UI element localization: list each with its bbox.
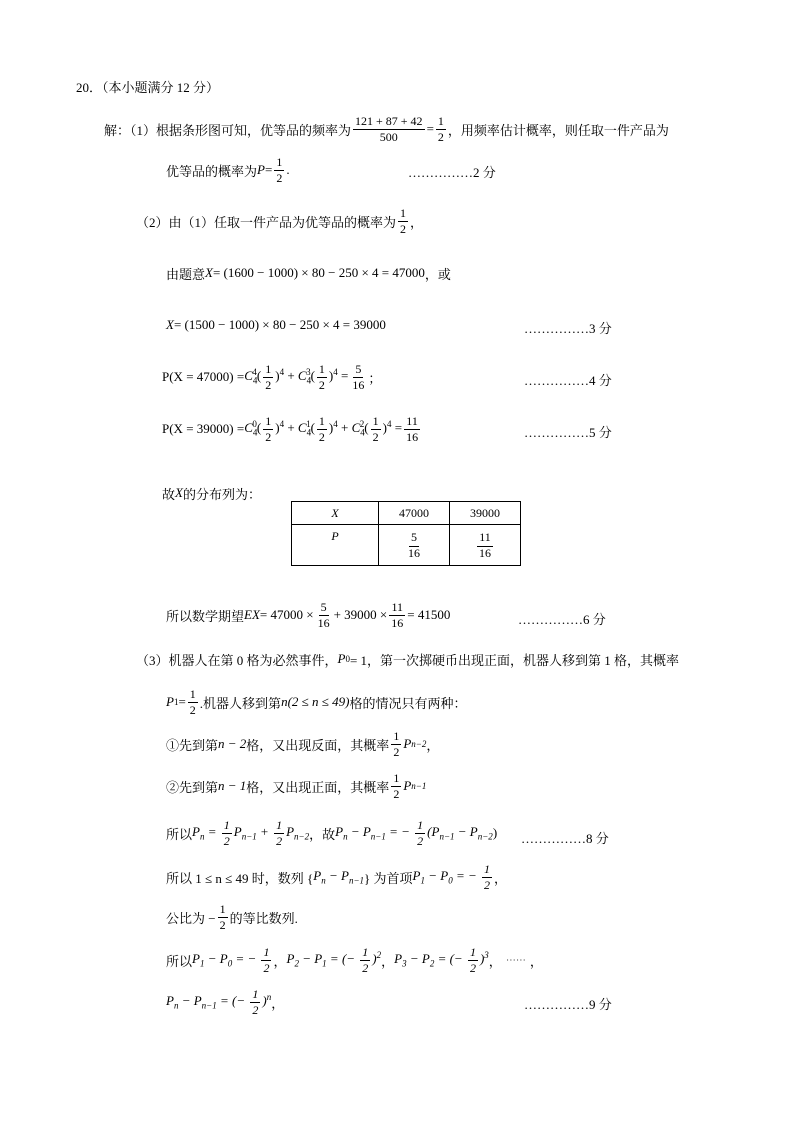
part2-line1: [136, 205, 423, 237]
p1-den: 16: [408, 545, 420, 560]
case1-a: ①先到第: [166, 737, 219, 753]
half-den: 2: [437, 129, 444, 144]
part3-line1-c: = 1，第一次掷硬币出现正面，机器人移到第 1 格，其概率: [349, 652, 680, 668]
part3-n-range: n(2 ≤ n ≤ 49): [281, 694, 350, 709]
ratio-suffix: 的等比数列.: [229, 910, 298, 926]
part3-line2: [166, 686, 467, 718]
part1-line2-eq: =: [264, 162, 273, 177]
part3-line2-c: .机器人移到第: [199, 695, 282, 711]
part2-half-fraction: [398, 207, 408, 235]
p2-den: 16: [479, 545, 491, 560]
p1-num: 5: [409, 531, 419, 546]
part3-line1: [136, 650, 679, 668]
rec-pn: $P_n$ = $\frac{1}{2}$ $P_{n-1}$ + $\frac{1}{2}$ $P_{n-2}$: [192, 817, 310, 848]
part2-half-num: 1: [400, 205, 407, 220]
var-x-2: X: [166, 317, 174, 332]
case1-c: 格，又出现反面，其概率: [246, 737, 390, 753]
table-row: [292, 502, 521, 525]
dist-caption-prefix: 故: [162, 486, 176, 502]
diff-3: $P_3 - P_2$ = (− $\frac{1}{2}$ )$^3$: [394, 944, 489, 975]
case2-c: 格，又出现正面，其概率: [246, 779, 390, 795]
x-expression-1: = (1600 − 1000) × 80 − 250 × 4 = 47000: [212, 265, 425, 280]
geo-mid: } 为首项: [364, 870, 413, 886]
part2-line4: [162, 360, 381, 394]
p1-frac-den: 2: [189, 702, 196, 717]
score-4: ……………4 分: [524, 373, 612, 388]
case1-p: P: [403, 736, 412, 751]
expect-f1-num: 5: [320, 599, 327, 614]
part1-line2: [166, 154, 290, 186]
part2-line2: [166, 264, 451, 282]
case1-end: ，: [426, 737, 440, 753]
p47000-end: ；: [368, 370, 382, 386]
part2-line1-prefix: （2）由（1）任取一件产品为优等品的概率为: [136, 214, 397, 230]
frequency-numerator: 121 + 87 + 42: [355, 113, 423, 128]
p39000-den: 16: [406, 429, 419, 444]
case1-frac-den: 2: [393, 744, 400, 759]
score-6: ……………6 分: [518, 612, 606, 627]
case2-frac-num: 1: [393, 770, 400, 785]
difference-list: [166, 942, 543, 978]
ratio-line: [166, 900, 298, 934]
diff-n: $P_n - P_{n-1}$ = (− $\frac{1}{2}$ )$^n$: [166, 986, 272, 1017]
list-end: ，: [529, 953, 543, 969]
expect-var: EX: [244, 607, 260, 622]
ratio-prefix: 公比为 −: [166, 910, 216, 926]
part2-line1-end: ，: [410, 214, 424, 230]
diff-1: $P_1 - P_0$ = − $\frac{1}{2}$: [192, 944, 270, 975]
list-prefix: 所以: [166, 953, 193, 969]
p47000-left: P(X = 47000) =: [162, 369, 245, 384]
case1-line: [166, 728, 439, 760]
table-row: [292, 525, 521, 566]
case2-p: P: [403, 778, 412, 793]
p47000-num: 5: [355, 361, 362, 376]
expect-f2-num: 11: [391, 599, 404, 614]
rec-close: ): [492, 825, 498, 840]
geo-first: $P_1 - P_0$ = − $\frac{1}{2}$: [412, 861, 490, 892]
p47000-result: [350, 363, 366, 391]
case2-a: ②先到第: [166, 779, 219, 795]
table-header-x: X: [292, 502, 379, 525]
case1-frac-num: 1: [393, 728, 400, 743]
expect-c: = 41500: [407, 607, 451, 622]
ratio-num: 1: [219, 901, 226, 916]
table-row-label-p: P: [292, 525, 379, 566]
prob-fraction: [274, 156, 284, 184]
part3-line2-e: 格的情况只有两种：: [349, 695, 467, 711]
recurrence-line: [166, 816, 497, 850]
last-difference: [166, 984, 284, 1020]
expect-frac-1: [316, 601, 332, 629]
expect-b: + 39000 ×: [333, 607, 388, 622]
last-end: ，: [271, 995, 285, 1011]
p39000-num: 11: [406, 413, 418, 428]
p1-sub: 1: [173, 697, 179, 707]
problem-header: 20．（本小题满分 12 分）: [76, 80, 220, 95]
p39000-result: [404, 415, 420, 443]
frequency-fraction: [353, 115, 425, 143]
table-cell-p2: [450, 525, 521, 566]
table-header-47000: 47000: [379, 502, 450, 525]
p2-num: 11: [477, 531, 493, 546]
list-sep-2: ，: [381, 953, 395, 969]
expect-frac-2: [389, 601, 405, 629]
expect-a: = 47000 ×: [259, 607, 314, 622]
case2-sub: n−1: [411, 781, 427, 791]
ellipsis-glyph: ⋯⋯: [505, 954, 526, 966]
part2-line3: [166, 316, 386, 334]
score-5: ……………5 分: [524, 425, 612, 440]
p1-fraction: [188, 688, 198, 716]
case2-line: [166, 770, 426, 802]
p0-var: P: [337, 651, 346, 666]
part2-half-den: 2: [400, 221, 407, 236]
geometric-line: [166, 860, 507, 894]
part2-line2-end: ，或: [424, 266, 451, 282]
ratio-frac: [218, 903, 228, 931]
expect-prefix: 所以数学期望: [166, 608, 245, 624]
part3-line1-a: （3）机器人在第 0 格为必然事件，: [136, 652, 338, 668]
p1-var: P: [166, 694, 174, 709]
diff-2: $P_2 - P_1$ = (− $\frac{1}{2}$ )$^2$: [286, 944, 382, 975]
p47000-binomial: $C_4^4$( $\frac{1}{2}$ )$^4 + C_4^3$( $\frac{1}{2}$ )$^4$ =: [244, 361, 349, 392]
part3-line2-eq: =: [178, 694, 186, 709]
expect-f1-den: 16: [317, 615, 330, 630]
part2-line2-prefix: 由题意: [166, 266, 206, 282]
p39000-left: P(X = 39000) =: [162, 421, 245, 436]
p47000-den: 16: [352, 377, 365, 392]
list-sep-1: ，: [273, 953, 287, 969]
table-header-39000: 39000: [450, 502, 521, 525]
case1-b: n − 2: [218, 736, 247, 751]
p39000-binomial: $C_4^0$( $\frac{1}{2}$ )$^4 + C_4^1$( $\frac{1}{2}$ )$^4 + C_4^2$( $\frac{1}{2}$ )$^4$ =: [244, 413, 403, 444]
score-3: ……………3 分: [524, 321, 612, 336]
score-9: ……………9 分: [524, 997, 612, 1012]
part1-line1: [104, 113, 669, 145]
part1-line2-end: .: [286, 162, 290, 177]
score-2: ……………2 分: [408, 165, 496, 180]
case2-frac: [391, 772, 401, 800]
score-8: ……………8 分: [521, 831, 609, 846]
part1-suffix: ，用频率估计概率，则任取一件产品为: [447, 122, 669, 138]
case1-frac: [391, 730, 401, 758]
prob-num: 1: [276, 154, 283, 169]
distribution-table: [291, 501, 521, 566]
ratio-den: 2: [219, 917, 226, 932]
geo-end: ，: [493, 870, 507, 886]
dist-caption-suffix: 的分布列为：: [182, 486, 261, 502]
part1-line2-prefix: 优等品的概率为: [166, 163, 258, 179]
geo-seq: $P_n - P_{n-1}$: [313, 868, 365, 886]
p0-sub: 0: [345, 654, 350, 664]
geo-prefix: 所以 1 ≤ n ≤ 49 时，数列 {: [166, 870, 314, 886]
var-x: X: [205, 265, 213, 280]
case2-b: n − 1: [218, 778, 247, 793]
case2-frac-den: 2: [393, 786, 400, 801]
case1-sub: n−2: [411, 739, 427, 749]
part1-prefix: 解：（1）根据条形图可知，优等品的频率为: [104, 122, 352, 138]
frequency-denominator: 500: [379, 129, 398, 144]
dist-caption: [162, 484, 261, 502]
table-cell-p1: [379, 525, 450, 566]
part1-equals: =: [426, 121, 434, 136]
half-fraction: [436, 115, 446, 143]
rec-diff: $P_n - P_{n-1}$ = − $\frac{1}{2}$ ($P_{n-1} - P_{n-2}$: [335, 817, 493, 848]
dist-caption-var: X: [175, 485, 183, 500]
rec-mid: ，故: [309, 826, 336, 842]
list-sep-3: ，: [488, 953, 502, 969]
expectation-line: [166, 598, 450, 632]
prob-den: 2: [276, 170, 283, 185]
x-expression-2: = (1500 − 1000) × 80 − 250 × 4 = 39000: [173, 317, 386, 332]
expect-f2-den: 16: [391, 615, 404, 630]
half-num: 1: [437, 113, 444, 128]
rec-prefix: 所以: [166, 826, 193, 842]
p1-frac-num: 1: [189, 686, 196, 701]
var-p: P: [257, 162, 265, 177]
part2-line5: [162, 412, 422, 446]
